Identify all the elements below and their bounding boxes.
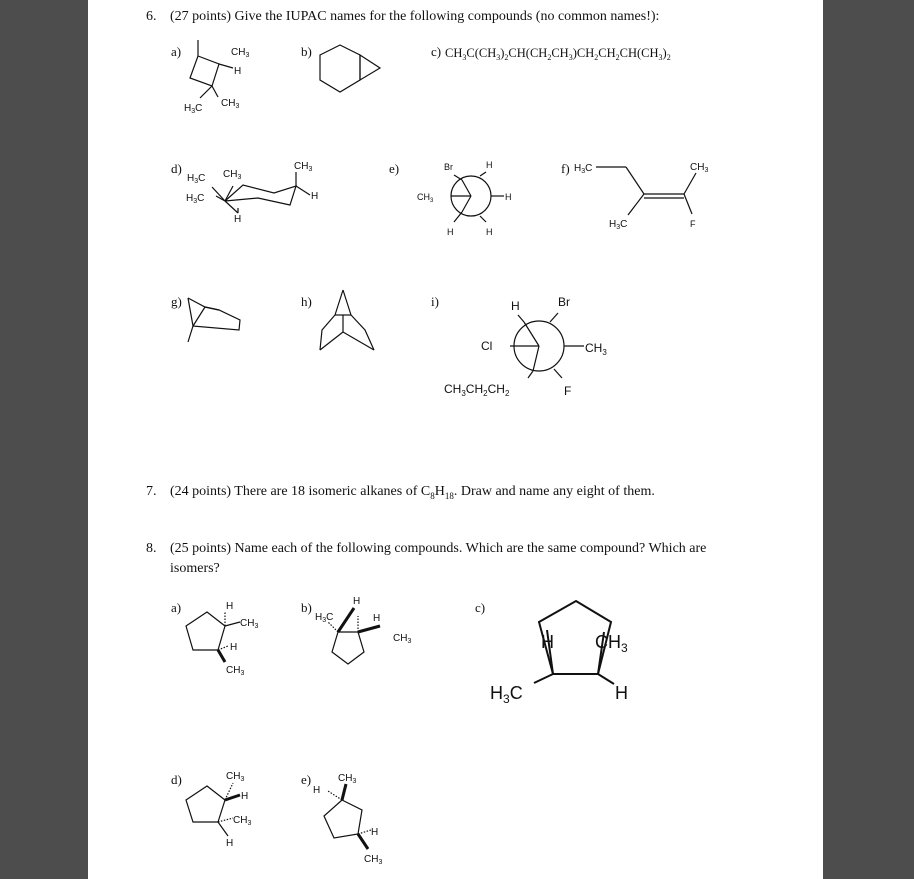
svg-text:H: H [234, 66, 242, 77]
svg-text:H3C: $H_3C$ [609, 219, 628, 231]
q6-label-f: f) [561, 161, 570, 176]
q8-label-e: e) [301, 772, 312, 787]
svg-text:CH3: $CH_3$ [364, 854, 383, 866]
svg-text:H: H [353, 596, 361, 607]
svg-text:H: H [313, 785, 321, 796]
q7-text-after: . Draw and name any eight of them. [453, 484, 655, 499]
svg-text:H: H [486, 160, 493, 170]
q7-text-before: (24 points) There are 18 isomeric alkanes of C [170, 484, 431, 499]
q6-prompt: (27 points) Give the IUPAC names for the following compounds (no common names!): [170, 9, 660, 24]
structure-6e [417, 160, 512, 237]
q6-label-e: e) [389, 161, 400, 176]
q6-label-h: h) [301, 294, 312, 309]
svg-text:CH3: $CH_3$ [240, 618, 259, 630]
formula-6c: $CH_3C(CH_3)_2CH(CH_2CH_3)CH_2CH_2CH(CH_3)_2$ [445, 46, 671, 62]
structure-6i [444, 295, 607, 398]
q6-label-c: c) [431, 44, 442, 59]
svg-text:CH3: $CH_3$ [226, 665, 245, 677]
svg-text:CH3: $CH_3$ [417, 192, 434, 204]
svg-text:CH3: $CH_3$ [294, 161, 313, 173]
svg-text:CH3: $CH_3$ [233, 815, 252, 827]
svg-text:H: H [226, 838, 234, 849]
svg-text:H3C: $H_3C$ [184, 103, 203, 115]
structure-6d [186, 161, 318, 225]
svg-text:H: H [371, 827, 379, 838]
svg-text:H: H [541, 632, 554, 652]
q7-number: 7. [146, 484, 157, 499]
structure-8e [313, 773, 382, 866]
svg-text:H: H [311, 191, 319, 202]
structure-6b [320, 45, 380, 92]
svg-text:F: F [564, 384, 572, 398]
q8-label-c: c) [475, 600, 486, 615]
structure-6h [320, 290, 374, 350]
structure-8a [186, 601, 258, 677]
q7-subscript-carbon: 8 [430, 490, 435, 501]
structure-6a [184, 40, 249, 115]
svg-text:CH3: $CH_3$ [585, 341, 607, 357]
q6-label-g: g) [171, 294, 182, 309]
q8-label-d: d) [171, 772, 182, 787]
svg-text:CH3: $CH_3$ [221, 98, 240, 110]
q8-number: 8. [146, 541, 157, 556]
structure-8c [490, 601, 628, 706]
svg-text:CH3: $CH_3$ [226, 771, 245, 783]
q6-label-a: a) [171, 44, 182, 59]
svg-text:H: H [241, 791, 249, 802]
svg-text:H3C: $H_3C$ [186, 193, 205, 205]
q6-number: 6. [146, 9, 157, 24]
svg-text:CH3: $CH_3$ [338, 773, 357, 785]
svg-text:CH3: $CH_3$ [223, 169, 242, 181]
svg-text:H: H [505, 192, 512, 202]
svg-text:F: F [690, 219, 696, 229]
svg-text:H: H [234, 214, 242, 225]
structure-6f [574, 162, 708, 231]
q8-prompt-line1: (25 points) Name each of the following compounds. Which are the same compound? Which are [170, 541, 707, 556]
q7-subscript-hydrogen: 18 [444, 490, 454, 501]
q8-prompt-line2: isomers? [170, 561, 220, 576]
q6-label-b: b) [301, 44, 312, 59]
svg-text:H: H [226, 601, 234, 612]
svg-text:H: H [373, 613, 381, 624]
structure-6g [188, 298, 240, 342]
svg-text:H: H [486, 227, 493, 237]
svg-text:CH3: $CH_3$ [231, 47, 250, 59]
q6-label-i: i) [431, 294, 439, 309]
q8-label-b: b) [301, 600, 312, 615]
svg-text:H: H [230, 642, 238, 653]
svg-text:Cl: Cl [481, 339, 493, 353]
q8-label-a: a) [171, 600, 182, 615]
svg-text:H3C: $H_3C$ [315, 612, 334, 624]
svg-text:H: H [511, 299, 520, 313]
svg-text:CH3: $CH_3$ [595, 632, 628, 655]
svg-text:H: H [447, 227, 454, 237]
svg-text:CH3CH2CH2: $CH_3CH_2CH_2$ [444, 382, 510, 398]
svg-text:Br: Br [444, 162, 453, 172]
structure-drawings [88, 0, 823, 879]
svg-text:H3C: $H_3C$ [574, 163, 593, 175]
structure-8d [186, 771, 251, 849]
document-page [88, 0, 823, 879]
svg-text:H: H [615, 683, 628, 703]
svg-text:H3C: $H_3C$ [490, 683, 523, 706]
q6-label-d: d) [171, 161, 182, 176]
q7-hydrogen: H [434, 484, 445, 499]
svg-text:H3C: $H_3C$ [187, 173, 206, 185]
svg-text:Br: Br [558, 295, 570, 309]
svg-text:CH3: $CH_3$ [393, 633, 412, 645]
structure-8b [315, 596, 411, 664]
svg-text:CH3: $CH_3$ [690, 162, 709, 174]
